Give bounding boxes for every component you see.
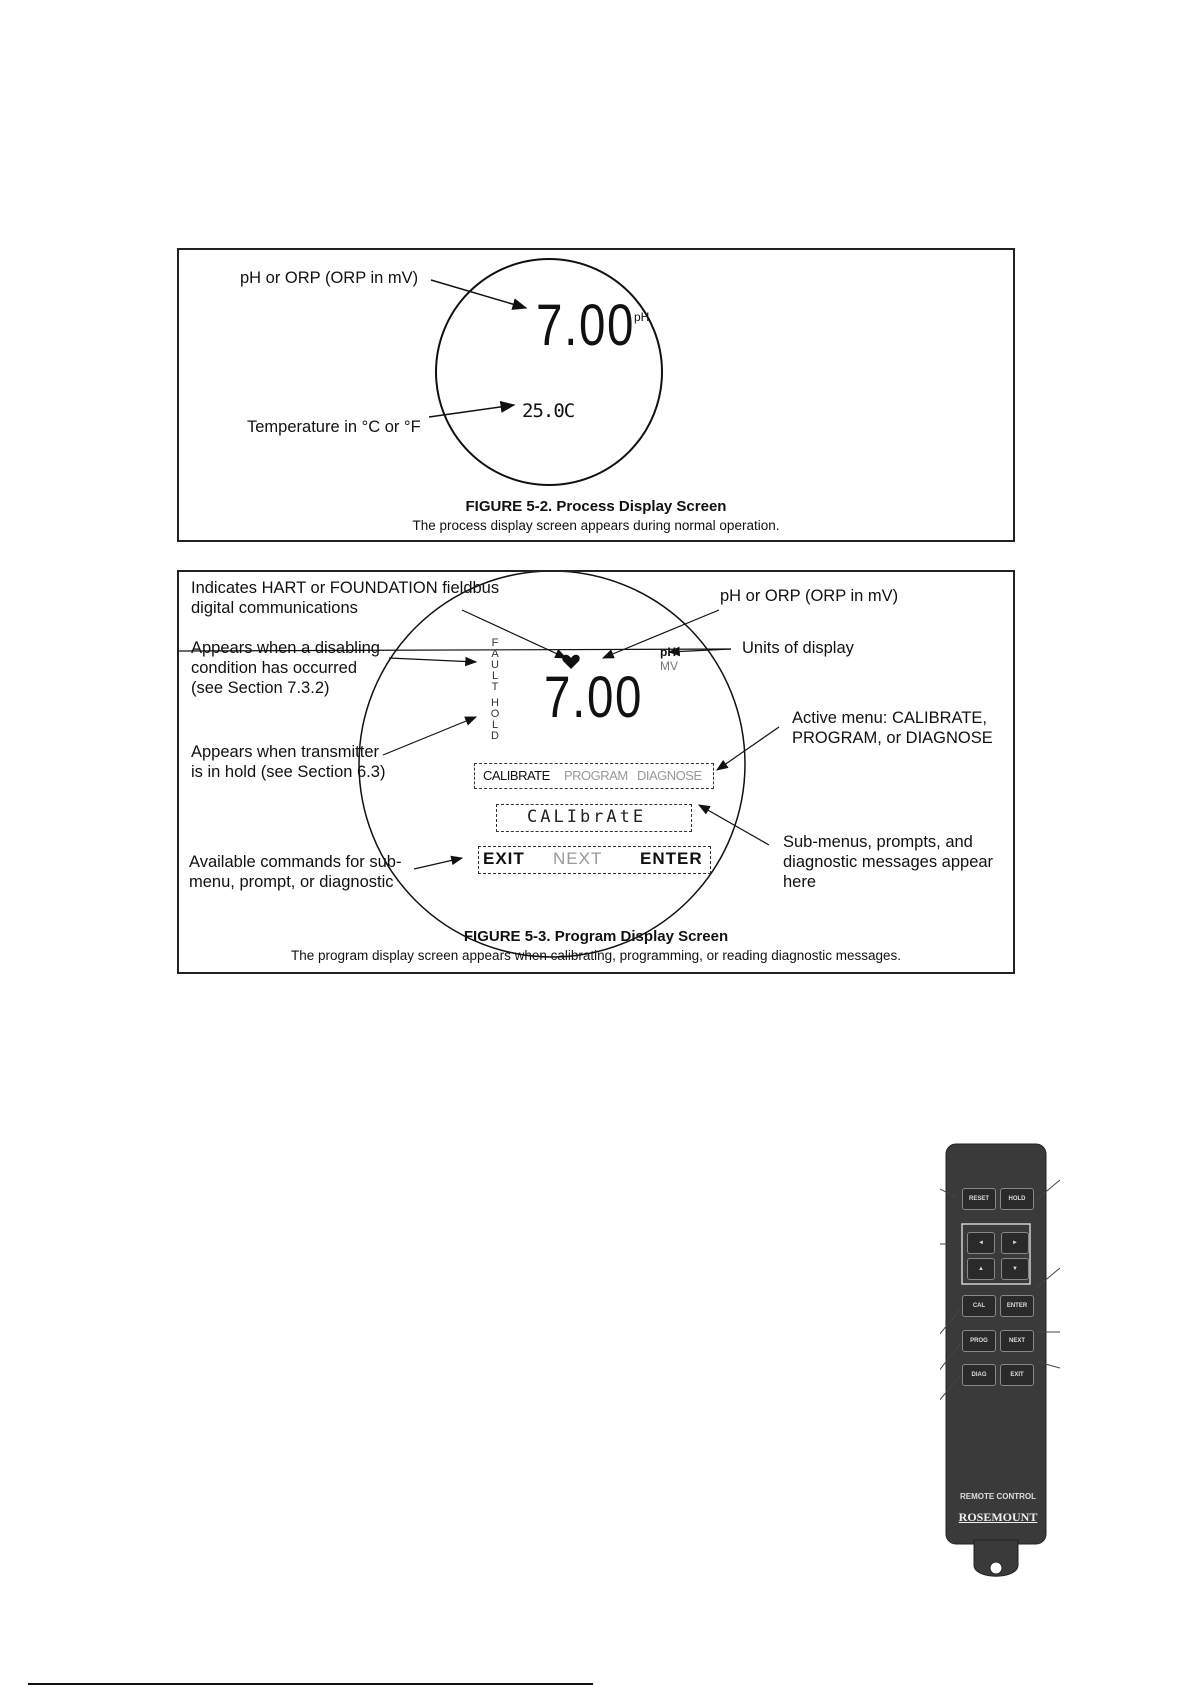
label-hold-1: Appears when transmitter xyxy=(191,743,380,761)
diag-key[interactable]: DIAG xyxy=(962,1364,996,1386)
menu-diagnose: DIAGNOSE xyxy=(637,768,702,783)
label-hold-2: is in hold (see Section 6.3) xyxy=(191,763,386,781)
hold-arrow xyxy=(383,717,476,755)
fault-letter: A xyxy=(491,648,499,660)
submenu-text: CALIbrAtE xyxy=(527,807,647,827)
figure-5-2-caption-title: FIGURE 5-2. Process Display Screen xyxy=(465,498,727,515)
submenu-arrow xyxy=(699,805,769,845)
submenu-bar xyxy=(496,804,692,832)
remote-label: REMOTE CONTROL xyxy=(960,1492,1036,1501)
label-fault-1: Appears when a disabling xyxy=(191,639,380,657)
label-reading: pH or ORP (ORP in mV) xyxy=(240,269,419,287)
reset-key[interactable]: RESET xyxy=(962,1188,996,1210)
right-arrow-key[interactable]: ► xyxy=(1001,1232,1029,1254)
brand-logo: ROSEMOUNT xyxy=(958,1510,1038,1524)
ph-reading: 7.00 xyxy=(544,665,644,730)
label-menu-2: PROGRAM, or DIAGNOSE xyxy=(792,729,993,747)
down-arrow-key[interactable]: ▼ xyxy=(1001,1258,1029,1280)
label-sub-2: diagnostic messages appear xyxy=(783,853,994,871)
ph-unit: pH xyxy=(634,310,650,324)
active-menu-bar xyxy=(474,763,714,789)
label-cmd-2: menu, prompt, or diagnostic xyxy=(189,873,394,891)
menu-arrow xyxy=(717,727,779,770)
commands-arrow xyxy=(414,858,462,869)
fault-arrow xyxy=(389,658,476,662)
label-fault-2: condition has occurred xyxy=(191,659,358,677)
label-sub-3: here xyxy=(783,873,817,891)
up-arrow-key[interactable]: ▲ xyxy=(967,1258,995,1280)
figure-5-3 xyxy=(177,570,1015,974)
cmd-next: NEXT xyxy=(553,849,603,868)
hold-key[interactable]: HOLD xyxy=(1000,1188,1034,1210)
label-comm-2: digital communications xyxy=(191,599,358,617)
label-cmd-1: Available commands for sub- xyxy=(189,853,402,871)
prog-key[interactable]: PROG xyxy=(962,1330,996,1352)
fault-letter: U xyxy=(491,659,499,671)
figure-5-3-caption-title: FIGURE 5-3. Program Display Screen xyxy=(463,928,729,945)
temperature-reading: 25.0C xyxy=(522,400,575,422)
hold-letter: H xyxy=(491,697,499,709)
hold-indicator xyxy=(490,698,500,742)
cal-key[interactable]: CAL xyxy=(962,1295,996,1317)
fault-letter: L xyxy=(491,670,499,682)
comm-arrow xyxy=(462,610,566,658)
label-sub-1: Sub-menus, prompts, and xyxy=(783,833,973,851)
label-reading: pH or ORP (ORP in mV) xyxy=(720,587,899,605)
figure-5-2-caption-text: The process display screen appears during normal operation. xyxy=(412,518,780,533)
command-bar xyxy=(478,846,711,874)
hold-letter: D xyxy=(491,730,499,742)
exit-key[interactable]: EXIT xyxy=(1000,1364,1034,1386)
label-fault-3: (see Section 7.3.2) xyxy=(191,679,330,697)
hold-letter: L xyxy=(491,719,499,731)
cmd-enter: ENTER xyxy=(640,849,703,868)
left-arrow-key[interactable]: ◄ xyxy=(967,1232,995,1254)
remote-control xyxy=(940,1140,1060,1585)
label-menu-1: Active menu: CALIBRATE, xyxy=(792,709,988,727)
label-temperature: Temperature in °C or °F xyxy=(247,418,421,436)
fault-indicator xyxy=(490,638,500,693)
fault-letter: F xyxy=(491,637,499,649)
figure-5-2 xyxy=(177,248,1015,542)
fault-letter: T xyxy=(491,681,499,693)
figure-5-3-caption-text: The program display screen appears when calibrating, programming, or reading diagnostic messages. xyxy=(290,948,902,963)
unit-ph: pH xyxy=(660,645,676,659)
menu-calibrate: CALIBRATE xyxy=(483,768,550,783)
menu-program: PROGRAM xyxy=(564,768,628,783)
ph-reading: 7.00 xyxy=(536,293,636,358)
enter-key[interactable]: ENTER xyxy=(1000,1295,1034,1317)
next-key[interactable]: NEXT xyxy=(1000,1330,1034,1352)
unit-mv: MV xyxy=(660,659,678,673)
hold-letter: O xyxy=(490,708,500,720)
label-units: Units of display xyxy=(742,639,854,657)
cmd-exit: EXIT xyxy=(483,849,525,868)
label-comm-1: Indicates HART or FOUNDATION fieldbus xyxy=(191,579,500,597)
